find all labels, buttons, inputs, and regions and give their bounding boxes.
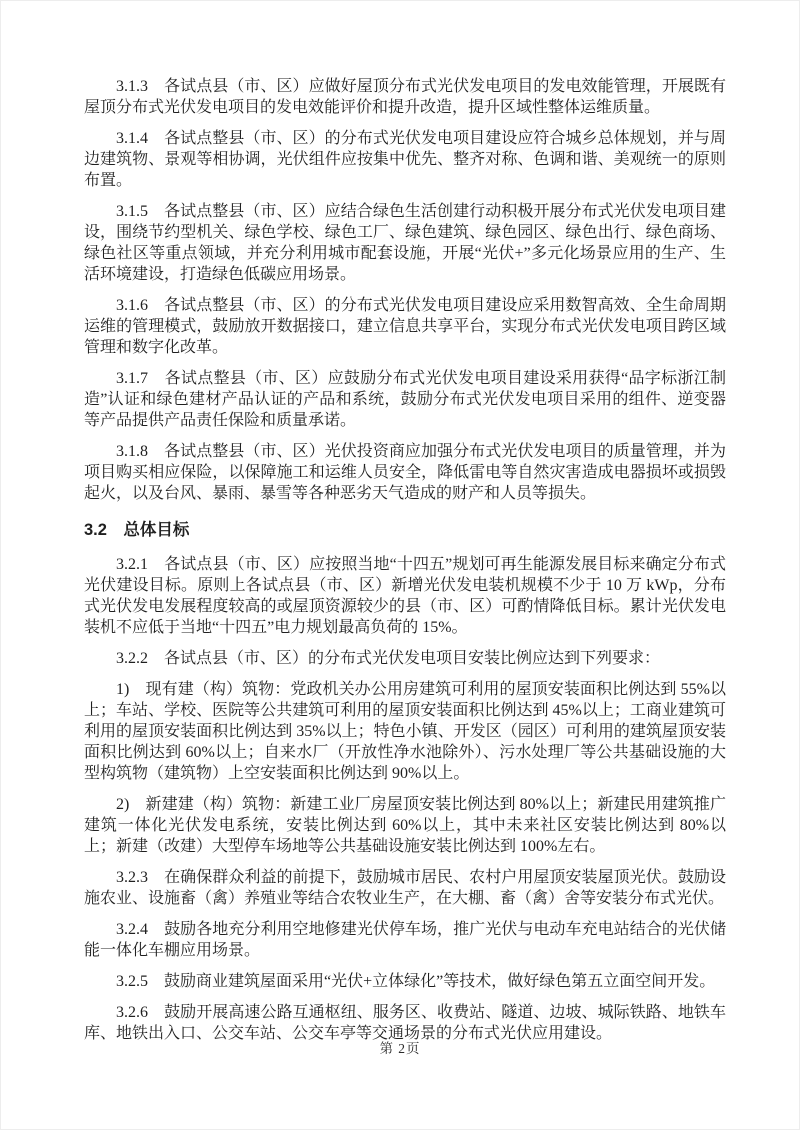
paragraph-3-2-6: 3.2.6 鼓励开展高速公路互通枢纽、服务区、收费站、隧道、边坡、城际铁路、地铁车库、地铁出入口、公交车站、公交车亭等交通场景的分布式光伏应用建设。 — [84, 1004, 726, 1042]
paragraph-3-1-7: 3.1.7 各试点整县（市、区）应鼓励分布式光伏发电项目建设采用获得“品字标浙江制造”认证和绿色建材产品认证的产品和系统，鼓励分布式光伏发电项目采用的组件、逆变器等产品提供产品责任保险和质量承诺。 — [84, 370, 726, 429]
section-heading-3-2: 3.2 总体目标 — [84, 521, 190, 539]
paragraph-3-1-5: 3.1.5 各试点整县（市、区）应结合绿色生活创建行动积极开展分布式光伏发电项目建设，围绕节约型机关、绿色学校、绿色工厂、绿色建筑、绿色园区、绿色出行、绿色商场、绿色社区等重点领域，并充分利用城市配套设施，开展“光伏+”多元化场景应用的生产、生活环境建设，打造绿色低碳应用场景。 — [84, 203, 726, 283]
paragraph-3-2-5: 3.2.5 鼓励商业建筑屋面采用“光伏+立体绿化”等技术，做好绿色第五立面空间开发。 — [116, 973, 716, 990]
paragraph-3-1-3: 3.1.3 各试点县（市、区）应做好屋顶分布式光伏发电项目的发电效能管理，开展既有屋顶分布式光伏发电项目的发电效能评价和提升改造，提升区域性整体运维质量。 — [84, 78, 726, 116]
paragraph-3-2-4: 3.2.4 鼓励各地充分利用空地修建光伏停车场，推广光伏与电动车充电站结合的光伏储能一体化车棚应用场景。 — [84, 921, 726, 959]
paragraph-3-1-6: 3.1.6 各试点整县（市、区）的分布式光伏发电项目建设应采用数智高效、全生命周期运维的管理模式，鼓励放开数据接口，建立信息共享平台，实现分布式光伏发电项目跨区域管理和数字化改革。 — [84, 297, 726, 356]
list-item-1: 1) 现有建（构）筑物：党政机关办公用房建筑可利用的屋顶安装面积比例达到 55%以上；车站、学校、医院等公共建筑可利用的屋顶安装面积比例达到 45%以上；工商业建筑可利用的屋顶安装面积比例达到 35%以上；特色小镇、开发区（园区）可利用的建筑屋顶安装面积比例达到 60%以上；自来水厂（开放性净水池除外）、污水处理厂等公共基础设施的大型构筑物（建筑物）上空安装面积比例达到 90%以上。 — [84, 681, 726, 782]
page-number: 第 2页 — [379, 1041, 421, 1056]
paragraph-3-2-2: 3.2.2 各试点县（市、区）的分布式光伏发电项目安装比例应达到下列要求： — [116, 650, 661, 667]
document-content — [84, 76, 726, 1054]
list-item-2: 2) 新建建（构）筑物：新建工业厂房屋顶安装比例达到 80%以上；新建民用建筑推广建筑一体化光伏发电系统，安装比例达到 60%以上，其中未来社区安装比例达到 80%以上；新建（改建）大型停车场地等公共基础设施安装比例达到 100%左右。 — [84, 796, 726, 855]
paragraph-3-2-3: 3.2.3 在确保群众利益的前提下，鼓励城市居民、农村户用屋顶安装屋顶光伏。鼓励设施农业、设施畜（禽）养殖业等结合农牧业生产，在大棚、畜（禽）舍等安装分布式光伏。 — [84, 869, 726, 907]
paragraph-3-2-1: 3.2.1 各试点县（市、区）应按照当地“十四五”规划可再生能源发展目标来确定分布式光伏建设目标。原则上各试点县（市、区）新增光伏发电装机规模不少于 10 万 kWp，分布式光伏发电发展程度较高的或屋顶资源较少的县（市、区）可酌情降低目标。累计光伏发电装机不应低于当地“十四五”电力规划最高负荷的 15%。 — [84, 556, 726, 636]
paragraph-3-1-4: 3.1.4 各试点整县（市、区）的分布式光伏发电项目建设应符合城乡总体规划，并与周边建筑物、景观等相协调，光伏组件应按集中优先、整齐对称、色调和谐、美观统一的原则布置。 — [84, 130, 726, 189]
paragraph-3-1-8: 3.1.8 各试点整县（市、区）光伏投资商应加强分布式光伏发电项目的质量管理，并为项目购买相应保险，以保障施工和运维人员安全，降低雷电等自然灾害造成电器损坏或损毁起火，以及台风、暴雨、暴雪等各种恶劣天气造成的财产和人员等损失。 — [84, 443, 726, 502]
